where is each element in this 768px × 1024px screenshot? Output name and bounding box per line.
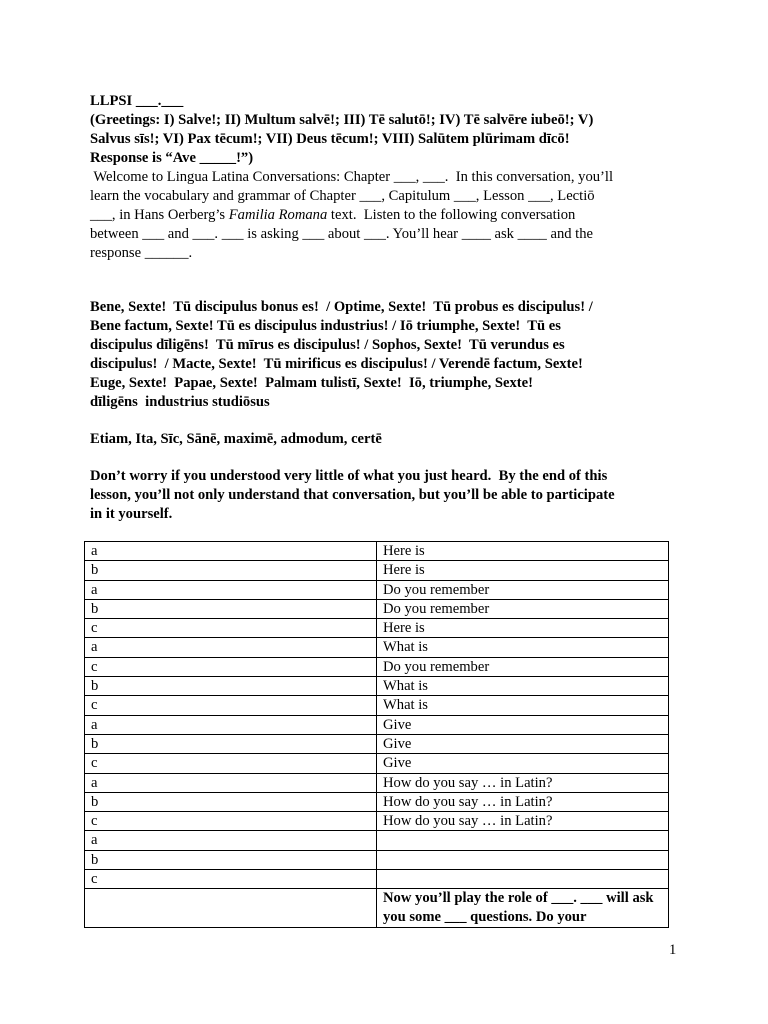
intro-paragraph [90, 168, 680, 263]
table-row [85, 812, 669, 831]
prompt-cell: Here is [377, 561, 669, 580]
greetings-response: Response is “Ave _____!”) [90, 150, 254, 166]
speaker-cell: a [85, 831, 377, 850]
greetings-line-2: Salvus sīs!; VI) Pax tēcum!; VII) Deus tēcum!; VIII) Salūtem plūrimam dīcō! [90, 131, 570, 147]
table-row [85, 696, 669, 715]
prompt-cell: How do you say … in Latin? [377, 792, 669, 811]
table-row [85, 754, 669, 773]
speaker-cell: c [85, 696, 377, 715]
prompt-cell: What is [377, 638, 669, 657]
speaker-cell: c [85, 619, 377, 638]
book-title: Familia Romana [228, 207, 328, 223]
prompt-cell: How do you say … in Latin? [377, 812, 669, 831]
praise-line: discipulus dīligēns! Tū mīrus es discipulus! / Sophos, Sexte! Tū verundus es [90, 337, 565, 353]
table-row [85, 542, 669, 561]
speaker-cell: c [85, 870, 377, 889]
speaker-cell: b [85, 792, 377, 811]
speaker-cell: b [85, 677, 377, 696]
table-row [85, 734, 669, 753]
conversation-table-body [85, 542, 669, 928]
table-row [85, 561, 669, 580]
praise-line: dīligēns industrius studiōsus [90, 394, 270, 410]
speaker-cell: b [85, 734, 377, 753]
table-row [85, 773, 669, 792]
prompt-cell: Give [377, 754, 669, 773]
prompt-cell [377, 850, 669, 869]
table-row [85, 792, 669, 811]
prompt-cell: Do you remember [377, 580, 669, 599]
speaker-cell: a [85, 773, 377, 792]
table-row [85, 850, 669, 869]
table-row [85, 657, 669, 676]
praise-line: Euge, Sexte! Papae, Sexte! Palmam tulistī, Sexte! Iō, triumphe, Sexte! [90, 375, 534, 391]
prompt-cell: Do you remember [377, 657, 669, 676]
prompt-cell: Do you remember [377, 599, 669, 618]
heading-title: LLPSI ___.___ [90, 93, 184, 109]
empty-cell [85, 889, 377, 928]
table-row [85, 831, 669, 850]
intro-line [90, 206, 680, 225]
adverbs-line: Etiam, Ita, Sīc, Sānē, maximē, admodum, certē [90, 431, 382, 447]
table-row [85, 638, 669, 657]
praise-line: Bene, Sexte! Tū discipulus bonus es! / Optime, Sexte! Tū probus es discipulus! / [90, 299, 593, 315]
table-row [85, 599, 669, 618]
table-row [85, 580, 669, 599]
speaker-cell: a [85, 542, 377, 561]
intro-line: Welcome to Lingua Latina Conversations: Chapter ___, ___. In this conversation, you’ll [90, 169, 614, 185]
table-row [85, 715, 669, 734]
greetings-line-1: (Greetings: I) Salve!; II) Multum salvē!; III) Tē salutō!; IV) Tē salvēre iubeō!; V) [90, 112, 594, 128]
prompt-cell: Here is [377, 619, 669, 638]
affirmative-adverbs [90, 430, 680, 449]
role-play-instruction: Now you’ll play the role of ___. ___ will ask you some ___ questions. Do your [377, 889, 669, 928]
prompt-cell: Give [377, 715, 669, 734]
praise-line: discipulus! / Macte, Sexte! Tū mirificus es discipulus! / Verendē factum, Sexte! [90, 356, 583, 372]
praise-phrases [90, 298, 680, 412]
encouragement-line: in it yourself. [90, 506, 173, 522]
speaker-cell: c [85, 812, 377, 831]
lesson-heading [90, 92, 680, 168]
praise-line: Bene factum, Sexte! Tū es discipulus industrius! / Iō triumphe, Sexte! Tū es [90, 318, 561, 334]
speaker-cell: c [85, 657, 377, 676]
prompt-cell: How do you say … in Latin? [377, 773, 669, 792]
speaker-cell: a [85, 580, 377, 599]
table-row [85, 870, 669, 889]
intro-text: text. Listen to the following conversation [327, 207, 576, 223]
table-row [85, 889, 669, 928]
speaker-cell: c [85, 754, 377, 773]
intro-line: response ______. [90, 245, 193, 261]
intro-line: learn the vocabulary and grammar of Chapter ___, Capitulum ___, Lesson ___, Lectiō [90, 188, 595, 204]
prompt-cell: What is [377, 677, 669, 696]
speaker-cell: b [85, 561, 377, 580]
speaker-cell: a [85, 638, 377, 657]
encouragement-line: Don’t worry if you understood very little of what you just heard. By the end of this [90, 468, 608, 484]
encouragement-line: lesson, you’ll not only understand that conversation, but you’ll be able to participate [90, 487, 615, 503]
speaker-cell: a [85, 715, 377, 734]
speaker-cell: b [85, 850, 377, 869]
speaker-cell: b [85, 599, 377, 618]
prompt-cell: Give [377, 734, 669, 753]
intro-text: ___, in Hans Oerberg’s [90, 207, 229, 223]
prompt-cell: Here is [377, 542, 669, 561]
table-row [85, 619, 669, 638]
prompt-cell: What is [377, 696, 669, 715]
encouragement-paragraph [90, 467, 680, 524]
table-row [85, 677, 669, 696]
page-number: 1 [669, 942, 677, 958]
prompt-cell [377, 831, 669, 850]
prompt-cell [377, 870, 669, 889]
intro-line: between ___ and ___. ___ is asking ___ about ___. You’ll hear ____ ask ____ and the [90, 226, 594, 242]
conversation-table [84, 541, 669, 928]
